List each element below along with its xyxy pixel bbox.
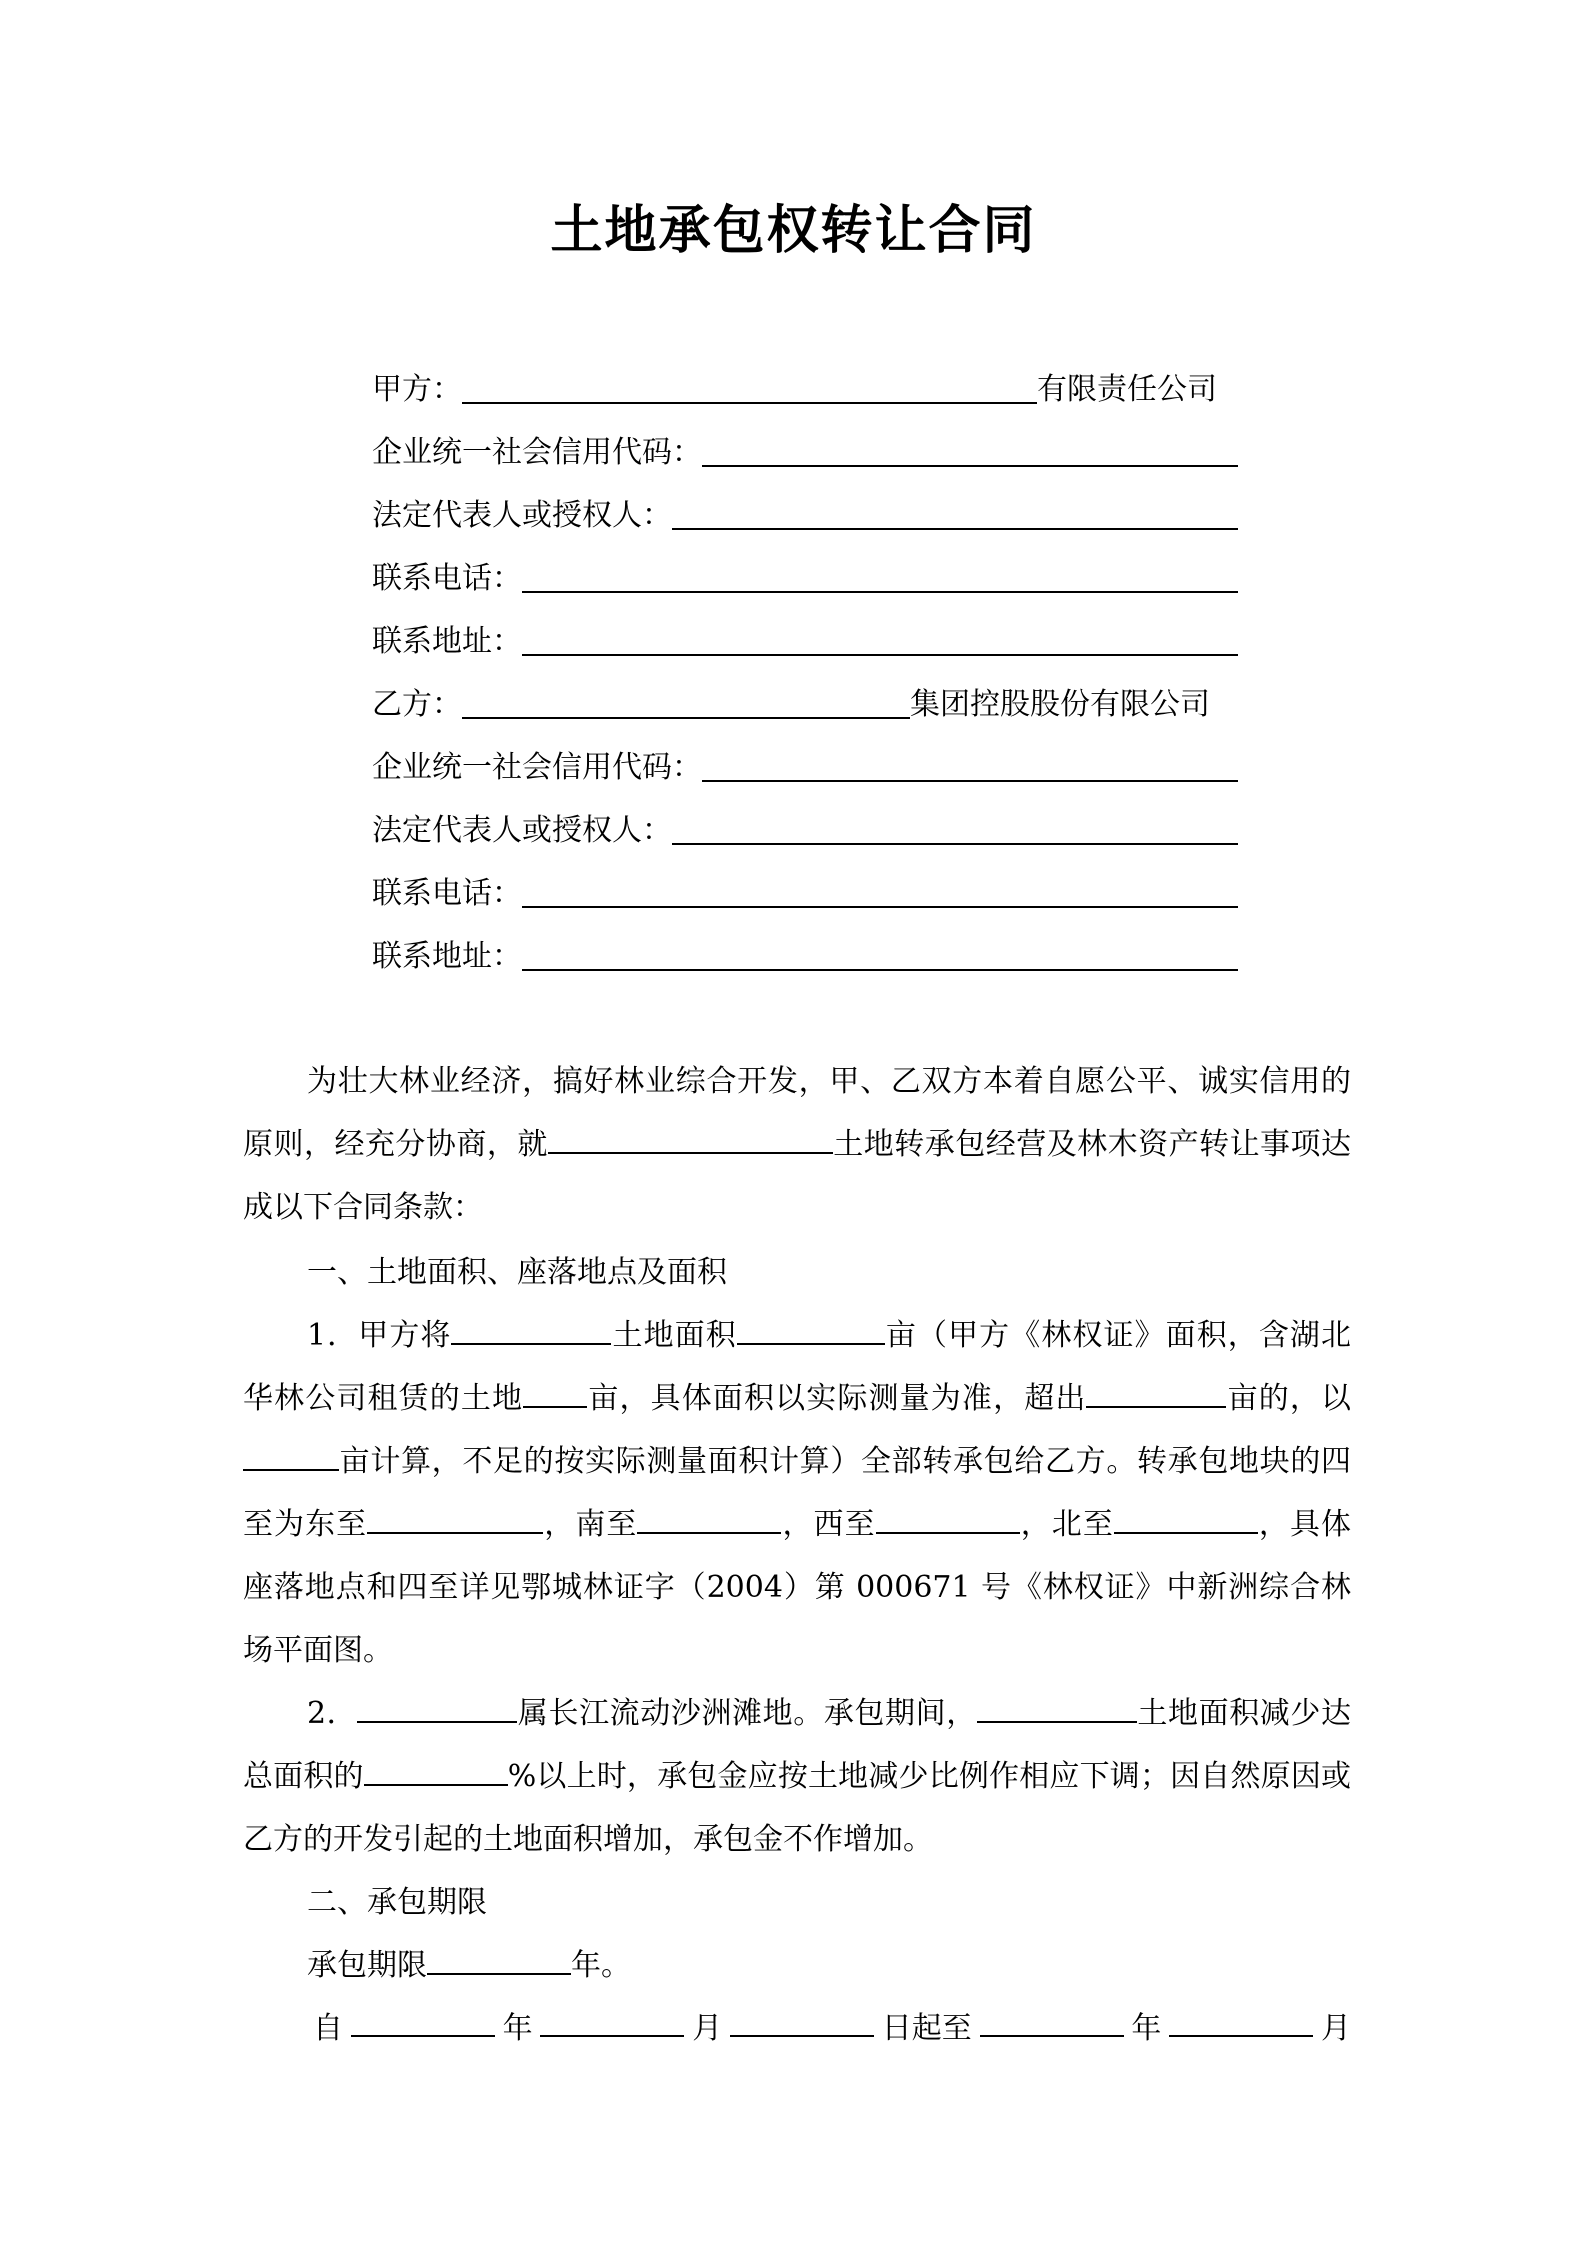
end-year-blank[interactable] [980,1997,1124,2037]
end-month-blank[interactable] [1169,1997,1313,2037]
year2-label: 年 [1131,2011,1162,2046]
party-a-credit-row [372,433,1238,473]
party-a-phone-blank[interactable] [522,561,1238,593]
party-b-rep-row [372,811,1238,851]
c2-text-3: 土地面积减少达总面积的 [243,1696,1352,1794]
document-title: 土地承包权转让合同 [550,200,1037,261]
party-a-label: 甲方： [372,372,462,407]
party-a-address-row [372,622,1238,662]
c2-percent-blank[interactable] [364,1746,508,1786]
year-label: 年 [502,2011,533,2046]
c1-text-9: ，北至 [1019,1507,1114,1542]
c1-north-blank[interactable] [1114,1494,1258,1534]
c1-text-8: ，西至 [781,1507,876,1542]
c1-east-blank[interactable] [367,1494,543,1534]
clause-1-2 [243,1682,1351,1871]
c1-text-3: 亩（甲方《林权证》面积，含湖北华林公司租赁的土地 [243,1318,1352,1416]
c1-area-blank[interactable] [737,1305,885,1345]
party-b-credit-row [372,748,1238,788]
clause-1-1 [243,1304,1351,1682]
c2-location-blank[interactable] [357,1683,517,1723]
from-label: 自 [313,2011,343,2046]
party-b-phone-label: 联系电话： [372,876,522,911]
start-month-blank[interactable] [540,1997,684,2037]
c1-location-blank[interactable] [451,1305,611,1345]
c2-text-1: 2． [307,1696,358,1731]
c2-text-4: %以上时，承包金应按土地减少比例作相应下调；因自然原因或乙方的开发引起的土地面积增加，承包金不作增加。 [243,1759,1352,1857]
party-a-rep-label: 法定代表人或授权人： [372,498,672,533]
party-b-address-row [372,937,1238,977]
party-a-address-blank[interactable] [522,624,1238,656]
c1-leased-area-blank[interactable] [523,1368,587,1408]
party-b-name-row [372,685,1238,725]
term-text-2: 年。 [571,1948,631,1983]
month2-label: 月 [1320,2011,1351,2046]
c1-calc-area-blank[interactable] [243,1431,339,1471]
section2-heading: 二、承包期限 [307,1885,487,1920]
c2-location-blank-2[interactable] [977,1683,1137,1723]
party-a-name-row [372,370,1238,410]
term-years-blank[interactable] [427,1935,571,1975]
c1-text-1: 1．甲方将 [307,1318,452,1353]
term-text-1: 承包期限 [307,1948,427,1983]
party-b-name-blank[interactable] [462,687,910,719]
party-b-rep-blank[interactable] [672,813,1238,845]
party-b-phone-row [372,874,1238,914]
party-a-phone-label: 联系电话： [372,561,522,596]
party-a-rep-blank[interactable] [672,498,1238,530]
party-b-label: 乙方： [372,687,462,722]
c1-west-blank[interactable] [876,1494,1020,1534]
section1-heading: 一、土地面积、座落地点及面积 [307,1255,727,1290]
c1-text-10: ，具体座落地点和四至详见鄂城林证字（2004）第 000671 号《林权证》中新洲综合林场平面图。 [243,1507,1352,1668]
day-to-label: 日起至 [881,2011,972,2046]
month-label: 月 [692,2011,723,2046]
party-b-phone-blank[interactable] [522,876,1238,908]
c1-excess-blank[interactable] [1086,1368,1226,1408]
c1-text-4: 亩，具体面积以实际测量为准，超出 [587,1381,1087,1416]
c1-south-blank[interactable] [637,1494,781,1534]
intro-paragraph [243,1050,1351,1239]
party-a-credit-blank[interactable] [702,435,1238,467]
party-b-credit-label: 企业统一社会信用代码： [372,750,702,785]
c1-text-7: ，南至 [543,1507,638,1542]
term-line [307,1934,1351,1997]
party-b-address-blank[interactable] [522,939,1238,971]
party-a-rep-row [372,496,1238,536]
party-b-rep-label: 法定代表人或授权人： [372,813,672,848]
intro-part2: 土地转承包经营及林木资产转让事项达成以下合同条款： [243,1127,1352,1225]
c2-text-2: 属长江流动沙洲滩地。承包期间， [517,1696,977,1731]
party-b-suffix: 集团控股股份有限公司 [910,687,1210,722]
c1-text-5: 亩的，以 [1226,1381,1352,1416]
c1-text-6: 亩计算，不足的按实际测量面积计算）全部转承包给乙方。转承包地块的四至为东至 [243,1444,1351,1542]
start-day-blank[interactable] [730,1997,874,2037]
term-dates-line [313,1997,1351,2060]
party-a-suffix: 有限责任公司 [1037,372,1217,407]
start-year-blank[interactable] [351,1997,495,2037]
party-a-name-blank[interactable] [462,372,1037,404]
party-a-phone-row [372,559,1238,599]
intro-location-blank[interactable] [548,1114,833,1154]
party-b-credit-blank[interactable] [702,750,1238,782]
party-a-address-label: 联系地址： [372,624,522,659]
c1-text-2: 土地面积 [611,1318,737,1353]
intro-part1: 为壮大林业经济，搞好林业综合开发，甲、乙双方本着自愿公平、诚实信用的原则，经充分协商，就 [243,1064,1351,1162]
party-a-credit-label: 企业统一社会信用代码： [372,435,702,470]
party-b-address-label: 联系地址： [372,939,522,974]
